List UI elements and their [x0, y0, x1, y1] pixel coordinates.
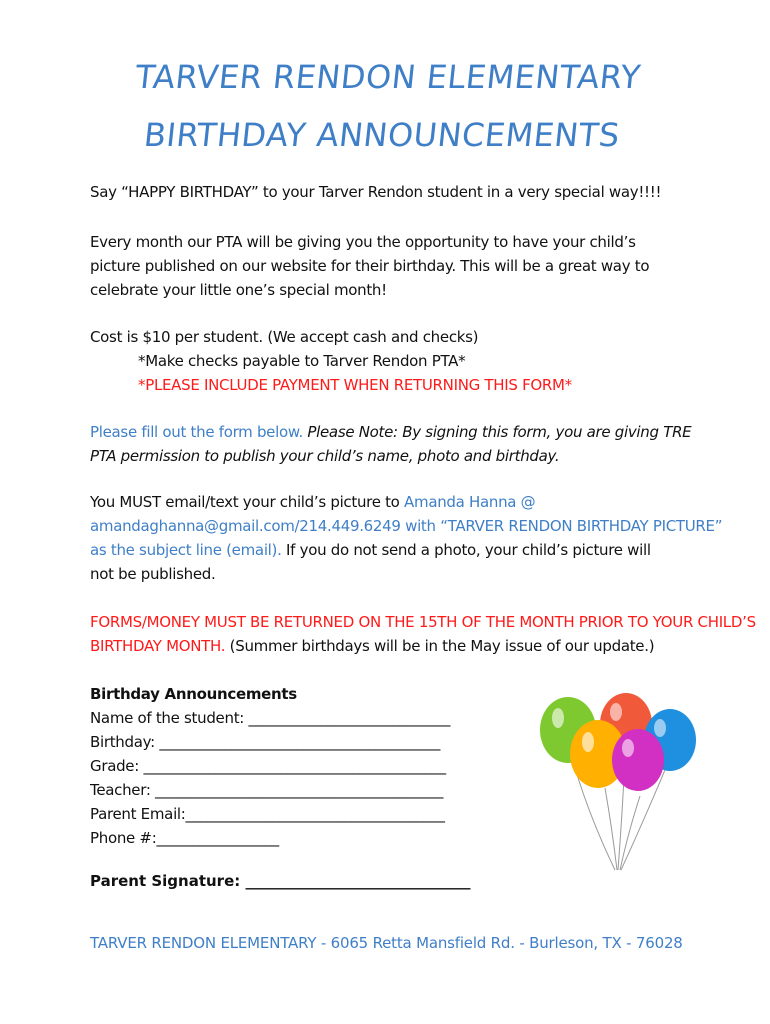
fill-out-paragraph — [90, 420, 690, 468]
email-paragraph — [90, 490, 723, 586]
opportunity-line-3: celebrate your little one’s special month! — [90, 281, 387, 299]
cost-line-1: Cost is $10 per student. (We accept cash and checks) — [90, 328, 479, 346]
contact-subject: as the subject line (email). — [90, 541, 282, 559]
deadline-line-2: BIRTHDAY MONTH. — [90, 637, 226, 655]
birthday-field[interactable]: Birthday: _______________________________________ — [90, 733, 441, 751]
title-line-1: TARVER RENDON ELEMENTARY — [133, 58, 643, 96]
title-line-2: BIRTHDAY ANNOUNCEMENTS — [142, 116, 622, 154]
deadline-paragraph — [90, 610, 756, 658]
form-title: Birthday Announcements — [90, 685, 297, 703]
email-warning-1: If you do not send a photo, your child’s picture will — [281, 541, 651, 559]
opportunity-line-1: Every month our PTA will be giving you the opportunity to have your child’s — [90, 233, 636, 251]
balloon-bunch-icon — [530, 688, 710, 878]
cost-paragraph — [90, 325, 690, 397]
parent-signature-field[interactable]: Parent Signature: ______________________________ — [90, 872, 471, 890]
opportunity-paragraph — [90, 230, 690, 302]
deadline-line-1: FORMS/MONEY MUST BE RETURNED ON THE 15TH OF THE MONTH PRIOR TO YOUR CHILD’S — [90, 613, 756, 631]
intro-paragraph — [90, 180, 690, 204]
page-title — [0, 48, 770, 164]
permission-note-1: Please Note: By signing this form, you are giving TRE — [302, 423, 692, 441]
email-lead: You MUST email/text your child’s picture to — [90, 493, 405, 511]
permission-note-2: PTA permission to publish your child’s name, photo and birthday. — [90, 447, 560, 465]
cost-checks-note: *Make checks payable to Tarver Rendon PTA* — [138, 352, 466, 370]
school-address-footer: TARVER RENDON ELEMENTARY - 6065 Retta Mansfield Rd. - Burleson, TX - 76028 — [90, 934, 683, 952]
teacher-field[interactable]: Teacher: ________________________________________ — [90, 781, 444, 799]
grade-field[interactable]: Grade: __________________________________________ — [90, 757, 446, 775]
intro-text: Say “HAPPY BIRTHDAY” to your Tarver Rendon student in a very special way!!!! — [90, 183, 662, 201]
fill-out-lead: Please fill out the form below. — [90, 423, 303, 441]
student-name-field[interactable]: Name of the student: ____________________________ — [90, 709, 451, 727]
parent-email-field[interactable]: Parent Email:____________________________________ — [90, 805, 445, 823]
email-warning-2: not be published. — [90, 565, 216, 583]
phone-field[interactable]: Phone #:_________________ — [90, 829, 279, 847]
contact-name: Amanda Hanna @ — [404, 493, 536, 511]
summer-note: (Summer birthdays will be in the May issue of our update.) — [225, 637, 655, 655]
opportunity-line-2: picture published on our website for their birthday. This will be a great way to — [90, 257, 650, 275]
cost-payment-note: *PLEASE INCLUDE PAYMENT WHEN RETURNING THIS FORM* — [138, 376, 572, 394]
contact-details: amandaghanna@gmail.com/214.449.6249 with “TARVER RENDON BIRTHDAY PICTURE” — [90, 517, 723, 535]
